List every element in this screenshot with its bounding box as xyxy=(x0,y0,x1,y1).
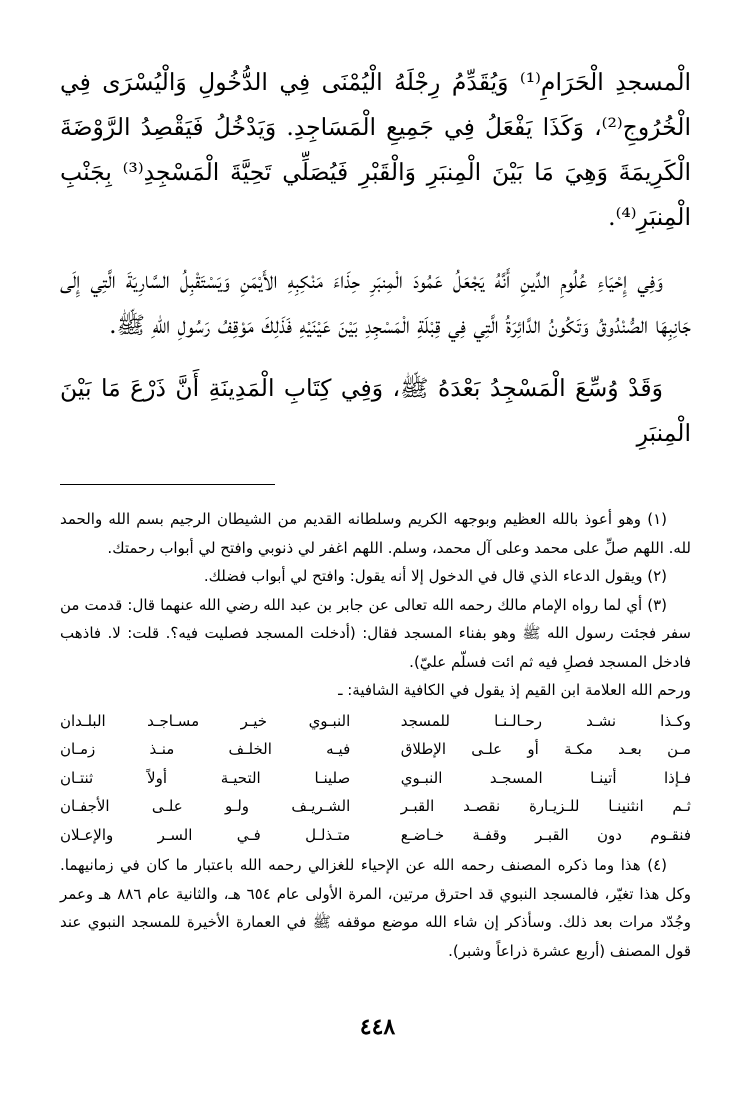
footnote-1: (١) وهو أعوذ بالله العظيم وبوجهه الكريم وسلطانه القديم من الشيطان الرجيم بسم الله والحمد لله. اللهم صلِّ على محمد وعلى آل محمد، وسلم. اللهم اغفر لي ذنوبي وافتح لي أبواب رحمتك. xyxy=(60,510,691,557)
poem-verse xyxy=(60,735,691,764)
poem-verse xyxy=(60,764,691,793)
poem-verse xyxy=(60,707,691,736)
poem-hemistich-first: فنقـوم دون القبـر وقفـة خـاضـع xyxy=(400,825,691,844)
footnote-2: (٢) ويقول الدعاء الذي قال في الدخول إلا أنه يقول: وافتح لي أبواب فضلك. xyxy=(203,567,667,585)
footnote-separator xyxy=(60,484,275,485)
poem-hemistich-second: الشـريـف ولـو علـى الأجفـان xyxy=(60,797,351,815)
poem-hemistich-first: ثـم انثنينـا للـزيـارة نقصـد القبـر xyxy=(400,797,691,815)
footnote-3-poem-intro: ورحم الله العلامة ابن القيم إذ يقول في الكافية الشافية: ـ xyxy=(338,681,691,699)
poem-hemistich-first: فـإذا أتينـا المسجـد النبـوي xyxy=(400,768,691,787)
main-paragraph-2: وَفِي إِحْيَاءِ عُلُومِ الدِّينِ أَنَّهُ يَجْعَلُ عَمُودَ الْمِنبَرِ حِذَاءَ مَنْكِبِهِ الأَيْمَنِ وَيَسْتَقْبِلُ السَّارِيَةَ الَّتِي إِلَى جَانِبِهَا الصُّنْدُوقُ وَتَكُونُ الدَّائِرَةُ الَّتِي فِي قِبْلَةِ الْمَسْجِدِ بَيْنَ عَيْنَيْهِ فَذَلِكَ مَوْقِفُ رَسُولِ اللهِ ﷺ. xyxy=(60,266,691,339)
poem-hemistich-second: متـذلـل فـي السـر والإعـلان xyxy=(60,825,351,844)
main-paragraph-3: وَقَدْ وُسِّعَ الْمَسْجِدُ بَعْدَهُ ﷺ، وَفِي كِتَابِ الْمَدِينَةِ أَنَّ ذَرْعَ مَا بَيْنَ الْمِنبَرِ xyxy=(60,374,691,447)
poem-hemistich-second: فيـه الخلـف منـذ زمـان xyxy=(60,740,351,758)
poem-hemistich-second: صلينـا التحيـة أولاً ثنتـان xyxy=(60,768,351,787)
poem xyxy=(60,707,691,850)
poem-hemistich-second: النبـوي خيـر مسـاجـد البلـدان xyxy=(60,711,351,730)
poem-verse xyxy=(60,821,691,850)
poem-hemistich-first: مـن بعـد مكـة أو علـى الإطلاق xyxy=(400,740,691,758)
footnotes xyxy=(60,505,691,965)
poem-verse xyxy=(60,792,691,821)
poem-hemistich-first: وكـذا نشـد رحـالـنـا للمسجد xyxy=(400,711,691,730)
footnote-3: (٣) أي لما رواه الإمام مالك رحمه الله تعالى عن جابر بن عبد الله رضي الله عنهما قال: قدمت من سفر فجئت رسول الله ﷺ وهو بفناء المسجد فقال: (أدخلت المسجد فصليت فيه؟. قلت: لا. فاذهب فادخل المسجد فصلِ فيه ثم ائت فسلّم عليّ). xyxy=(60,595,691,671)
page-number: ٤٤٨ xyxy=(359,1014,396,1040)
main-paragraph-1: الْمسجدِ الْحَرَامِ⁽¹⁾ وَيُقَدِّمُ رِجْلَهُ الْيُمْنَى فِي الدُّخُولِ وَالْيُسْرَى فِي الْخُرُوجِ⁽²⁾، وَكَذَا يَفْعَلُ فِي جَمِيعِ الْمَسَاجِدِ. وَيَدْخُلُ فَيَقْصِدُ الرَّوْضَةَ الْكَرِيمَةَ وَهِيَ مَا بَيْنَ الْمِنبَرِ وَالْقَبْرِ فَيُصَلِّي تَحِيَّةَ الْمَسْجِدِ⁽³⁾ بِجَنْبِ الْمِنبَرِ⁽⁴⁾. xyxy=(60,68,692,231)
footnote-4: (٤) هذا وما ذكره المصنف رحمه الله عن الإحياء للغزالي رحمه الله باعتبار ما كان في زمانيهما. وكل هذا تغيّر، فالمسجد النبوي قد احترق مرتين، المرة الأولى عام ٦٥٤ هـ، والثانية عام ٨٨٦ هـ وعمر وجُدّد مرات بعد ذلك. وسأذكر إن شاء الله موضع موقفه ﷺ في العمارة الأخيرة للمسجد النبوي عند قول المصنف (أربع عشرة ذراعاً وشبر). xyxy=(60,856,691,960)
main-text xyxy=(60,60,691,456)
